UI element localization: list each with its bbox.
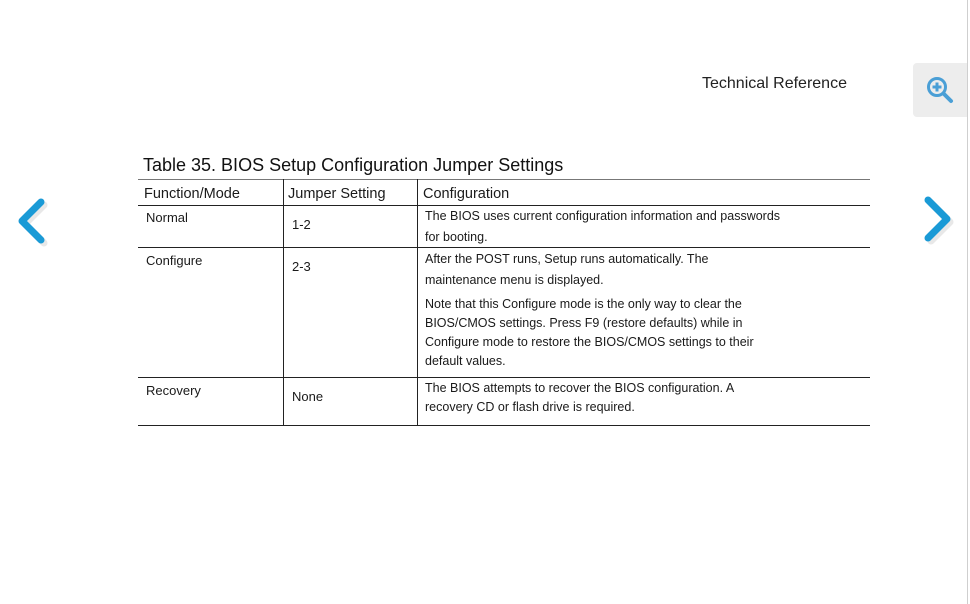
previous-page-button[interactable]	[10, 192, 50, 248]
next-page-button[interactable]	[918, 190, 958, 246]
configuration-line: for booting.	[425, 230, 488, 244]
table-top-rule	[138, 179, 870, 180]
configuration-line: The BIOS uses current configuration information and passwords	[425, 209, 781, 223]
zoom-in-icon	[925, 75, 955, 105]
mode-cell: Normal	[146, 210, 188, 225]
configuration-cell	[425, 379, 734, 417]
table-caption: Table 35. BIOS Setup Configuration Jumper Settings	[143, 155, 564, 175]
page-header-title: Technical Reference	[702, 75, 847, 92]
table-bottom-rule	[138, 425, 870, 426]
configuration-note	[425, 295, 754, 371]
chevron-left-icon	[10, 192, 50, 248]
configuration-line: After the POST runs, Setup runs automatically. The	[425, 252, 709, 266]
column-header-function-mode: Function/Mode	[144, 186, 240, 202]
mode-cell: Configure	[146, 253, 203, 268]
column-divider	[283, 179, 284, 426]
chevron-right-icon	[918, 190, 958, 246]
configuration-line: The BIOS attempts to recover the BIOS configuration. A	[425, 381, 735, 395]
viewer-edge-divider	[967, 0, 968, 604]
mode-cell: Recovery	[146, 383, 201, 398]
jumper-cell: 2-3	[292, 259, 311, 274]
configuration-line: recovery CD or flash drive is required.	[425, 400, 635, 414]
zoom-in-button[interactable]	[913, 63, 967, 117]
column-divider	[417, 179, 418, 426]
note-line: Configure mode to restore the BIOS/CMOS settings to their	[425, 335, 754, 349]
note-line: default values.	[425, 354, 506, 368]
jumper-cell: None	[292, 389, 324, 404]
note-line: BIOS/CMOS settings. Press F9 (restore defaults) while in	[425, 316, 743, 330]
note-line: Note that this Configure mode is the only way to clear the	[425, 297, 742, 311]
column-header-jumper-setting: Jumper Setting	[288, 186, 386, 202]
column-header-configuration: Configuration	[423, 186, 510, 202]
configuration-line: maintenance menu is displayed.	[425, 273, 604, 287]
row-divider	[138, 377, 870, 378]
configuration-cell	[425, 249, 708, 291]
configuration-cell	[425, 206, 780, 248]
jumper-cell: 1-2	[292, 217, 311, 232]
